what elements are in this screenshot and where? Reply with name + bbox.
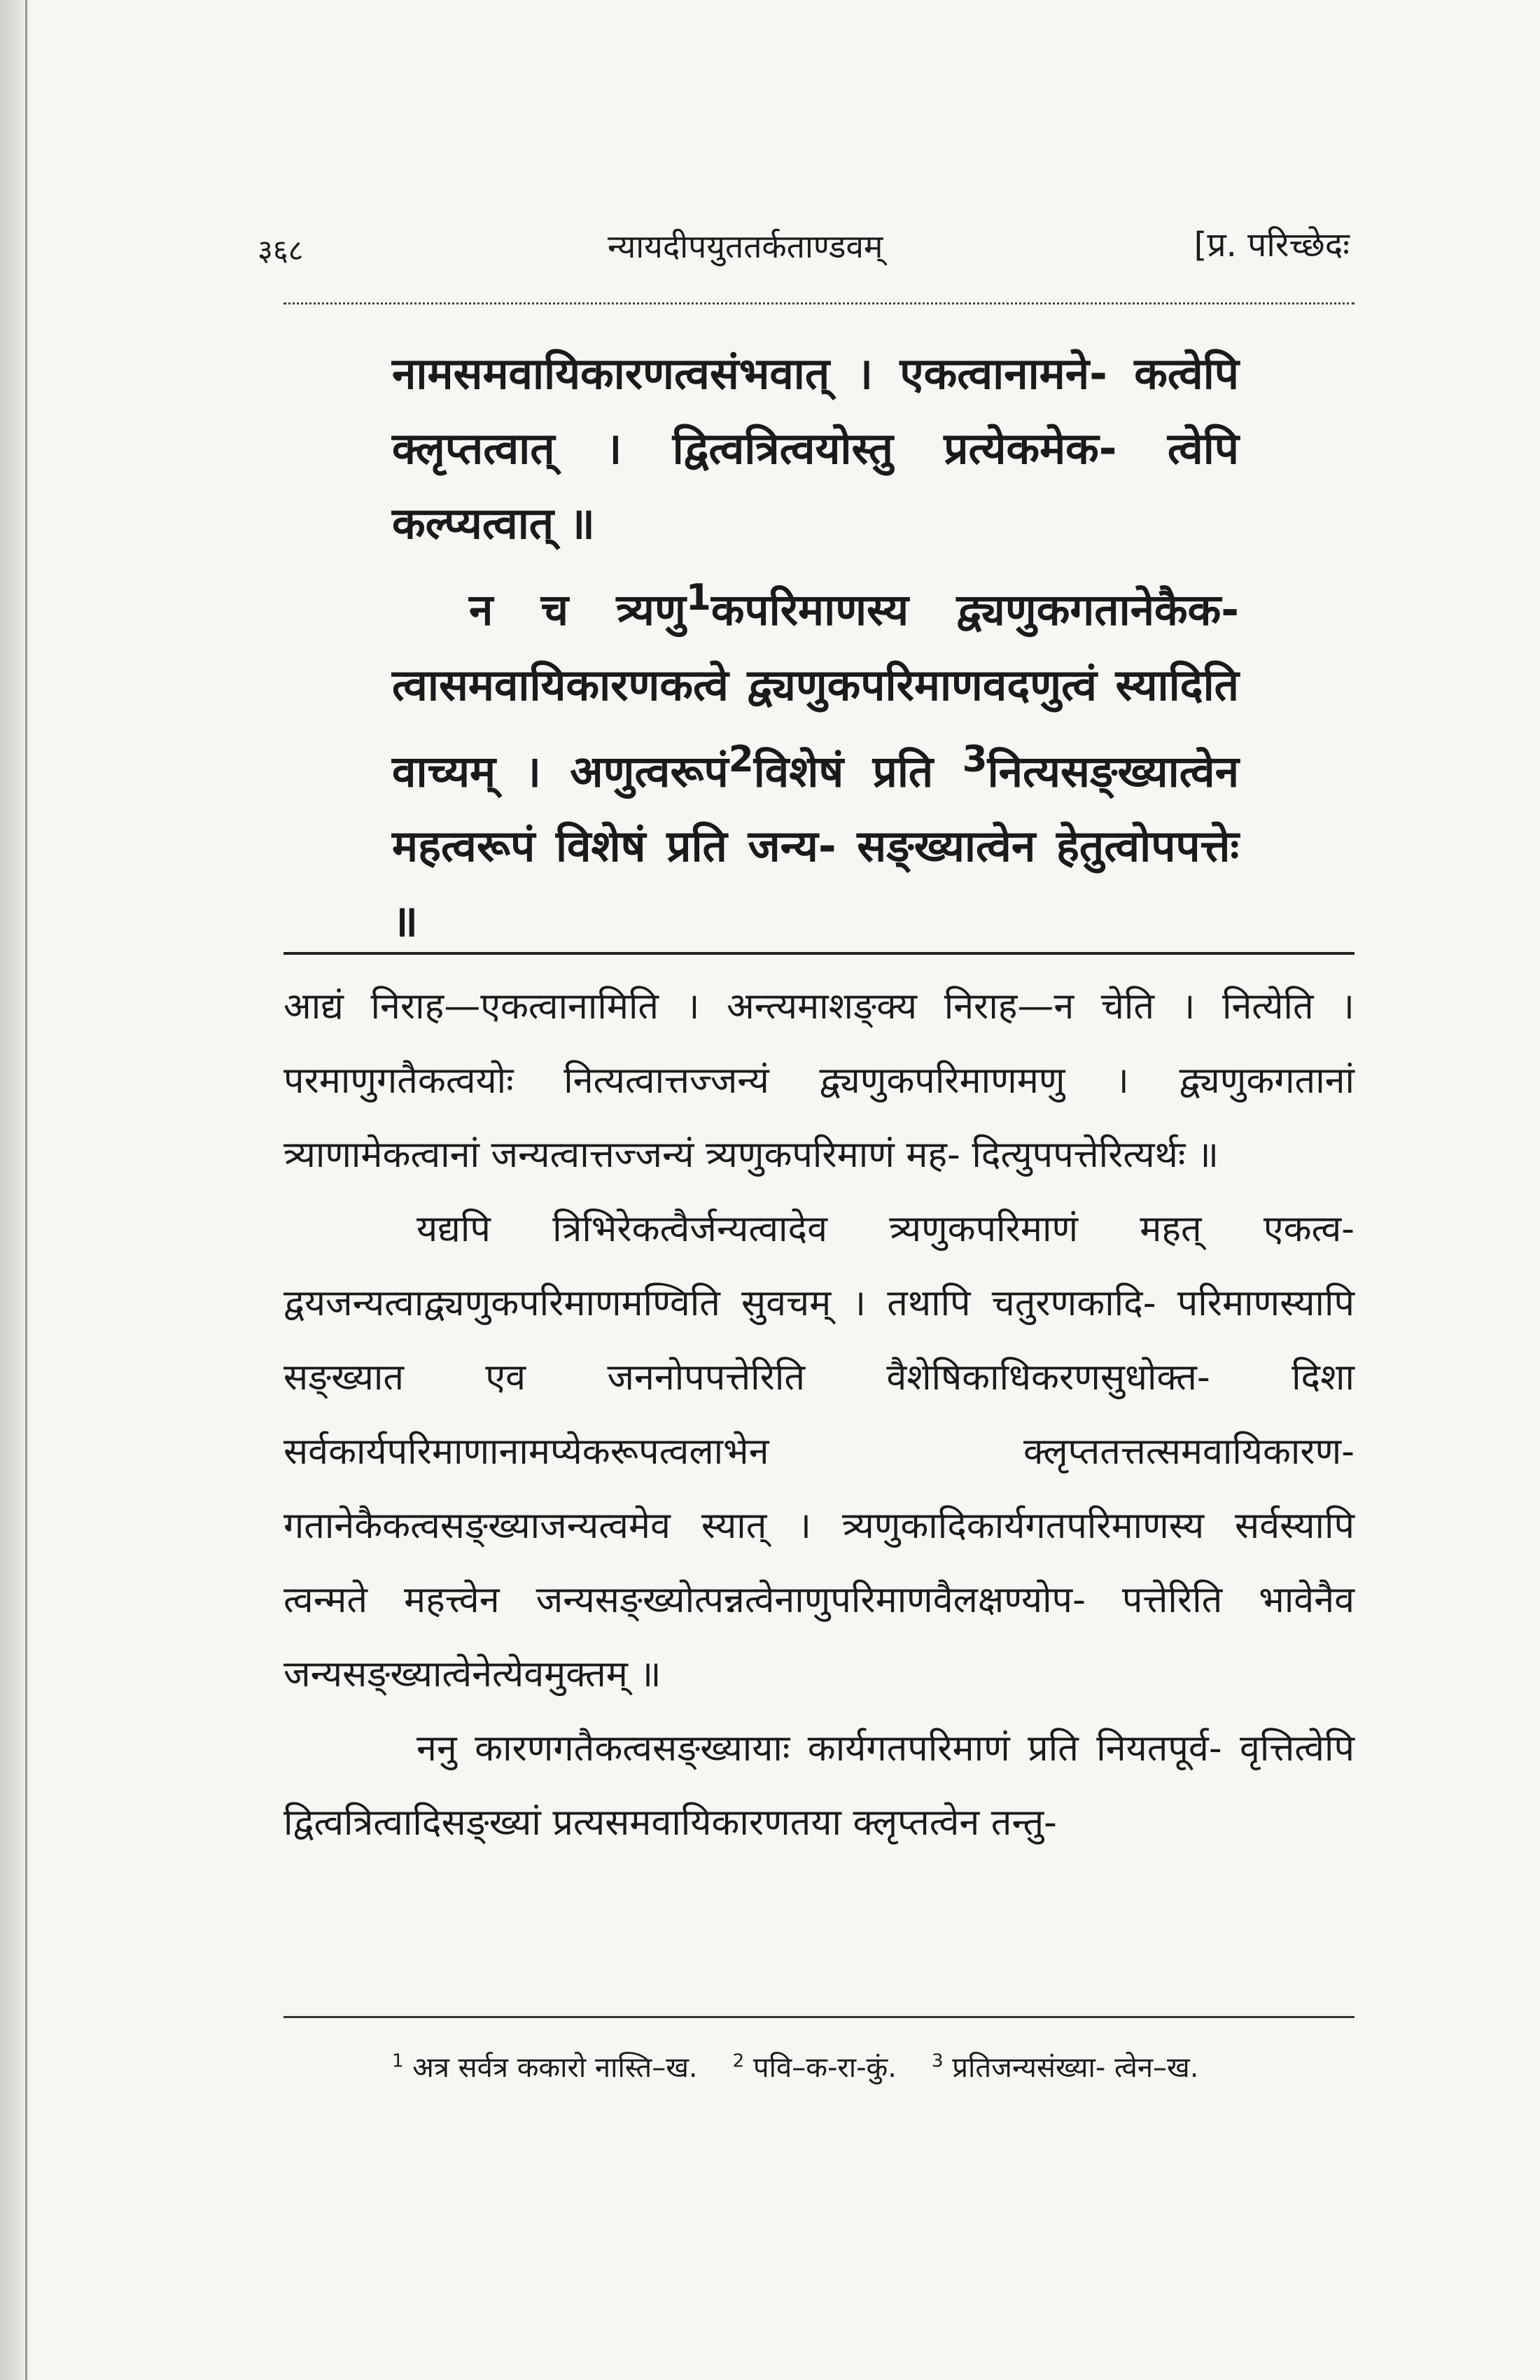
- commentary-paragraph-1: आद्यं निराह—एकत्वानामिति । अन्त्यमाशङ्क्य निराह—न चेति । नित्येति । परमाणुगतैकत्वयोः नित्यत्वात्तज्जन्यं द्व्यणुकपरिमाणमणु । द्व्यणुकगतानां त्र्याणामेकत्वानां जन्यत्वात्तज्जन्यं त्र्यणुकपरिमाणं मह- दित्युपपत्तेरित्यर्थः ॥: [284, 986, 1354, 1176]
- footnote-2-number: 2: [732, 2051, 745, 2072]
- page-header: [258, 217, 1350, 273]
- main-text: [392, 336, 1239, 958]
- commentary-paragraph-2: यद्यपि त्रिभिरेकत्वैर्जन्यत्वादेव त्र्यणुकपरिमाणं महत् एकत्व- द्वयजन्यत्वाद्व्यणुकपरिमाणमण्विति सुवचम् । तथापि चतुरणकादि- परिमाणस्यापि सङ्ख्यात एव जननोपपत्तेरिति वैशेषिकाधिकरणसुधोक्त- दिशा सर्वकार्यपरिमाणानामप्येकरूपत्वलाभेन क्लृप्ततत्तत्समवायिकारण- गतानेकैकत्वसङ्ख्याजन्यत्वमेव स्यात् । त्र्यणुकादिकार्यगतपरिमाणस्य सर्वस्यापि त्वन्मते महत्त्वेन जन्यसङ्ख्योत्पन्नत्वेनाणुपरिमाणवैलक्षण्योप- पत्तेरिति भावेनैव जन्यसङ्ख्यात्वेनेत्येवमुक्तम् ॥: [284, 1208, 1354, 1695]
- footnote-1-text: अत्र सर्वत्र ककारो नास्ति–ख.: [412, 2052, 698, 2085]
- footnote-3-number: 3: [931, 2051, 944, 2072]
- header-divider: [284, 302, 1354, 304]
- footnote-2-text: पवि–क-रा-कुं.: [752, 2052, 897, 2085]
- footnote-block: [284, 2026, 1354, 2103]
- text-commentary-divider: [284, 952, 1354, 955]
- main-paragraph-2-part-c: विशेषं प्रति: [753, 746, 934, 797]
- footnote-marker-2: 2: [728, 738, 754, 780]
- main-paragraph-2-part-a: न च त्र्यणु: [469, 584, 686, 636]
- footnote-marker-1: 1: [685, 577, 711, 619]
- commentary-text: [284, 969, 1354, 1860]
- running-title: न्यायदीपयुततर्कताण्डवम्: [608, 227, 883, 265]
- footnote-3-text: प्रतिजन्यसंख्या- त्वेन–ख.: [952, 2052, 1199, 2085]
- commentary-paragraph-3: ननु कारणगतैकत्वसङ्ख्यायाः कार्यगतपरिमाणं प्रति नियतपूर्व- वृत्तित्वेपि द्वित्वत्रित्वादिसङ्ख्यां प्रत्यसमवायिकारणतया क्लृप्तत्वेन तन्तु-: [284, 1728, 1354, 1844]
- section-label: [प्र. परिच्छेदः: [1194, 225, 1350, 265]
- binding-line: [25, 0, 27, 2380]
- footnote-1: [392, 2052, 698, 2084]
- main-paragraph-2-part-b: कपरिमाणस्य द्व्यणुकगतानेकैक- त्वासमवायिकारणकत्वे द्व्यणुकपरिमाणवदणुत्वं स्यादिति वाच्यम् । अणुत्वरूपं: [392, 584, 1239, 797]
- footnote-1-number: 1: [392, 2051, 404, 2072]
- main-paragraph-2: [392, 561, 1239, 958]
- main-paragraph-1: नामसमवायिकारणत्वसंभवात् । एकत्वानामने- कत्वेपि क्लृप्तत्वात् । द्वित्वत्रित्वयोस्तु प्रत्येकमेक- त्वेपि कल्प्यत्वात् ॥: [392, 348, 1239, 549]
- footnote-marker-3: 3: [962, 738, 988, 780]
- page-number: ३६८: [258, 233, 304, 267]
- footnotes: [284, 2026, 1354, 2103]
- main-paragraph-2-part-d: नित्यसङ्ख्यात्वेन महत्वरूपं विशेषं प्रति जन्य- सङ्ख्यात्वेन हेतुत्वोपपत्तेः ॥: [392, 746, 1239, 947]
- footnote-divider: [284, 2016, 1354, 2018]
- footnote-3: [932, 2052, 1199, 2084]
- footnote-2: [733, 2052, 897, 2084]
